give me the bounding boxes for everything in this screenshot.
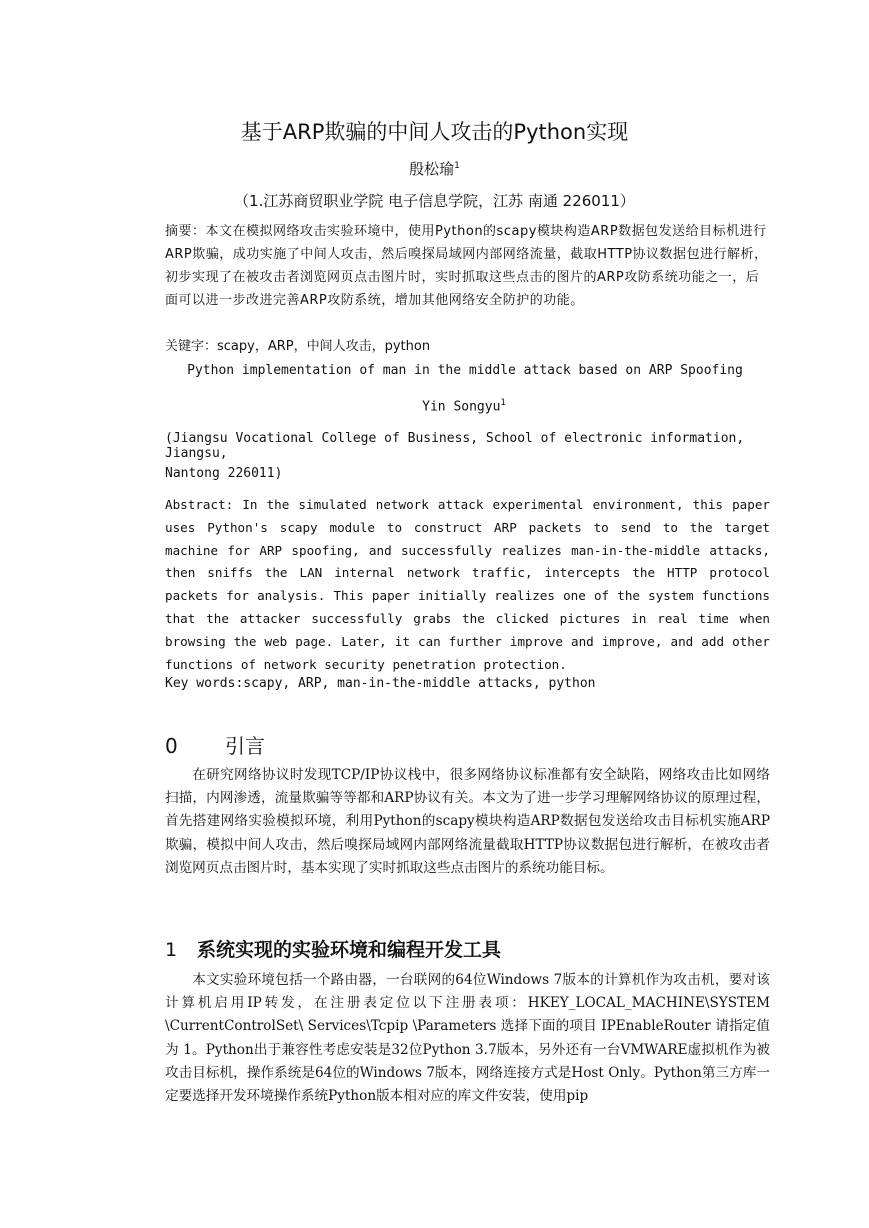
section-1-paragraph: 本文实验环境包括一个路由器，一台联网的64位Windows 7版本的计算机作为攻击机，要对该计算机启用IP转发，在注册表定位以下注册表项：HKEY_LOCAL_MACHINE\SYSTEM \CurrentControlSet\ Services\Tcpip \Parameters 选择下面的项目 IPEnableRouter 请指定值为 1。Python出于兼容性考虑安装是32位Python 3.7版本，另外还有一台VMWARE虚拟机作为被攻击目标机，操作系统是64位的Windows 7版本，网络连接方式是Host Only。Python第三方库一定要选择开发环境操作系统Python版本相对应的库文件安装，使用pip	[165, 972, 770, 1105]
affiliation-en-line1: (Jiangsu Vocational College of Business, School of electronic information, Jiangsu,	[165, 431, 745, 461]
section-0-title: 引言	[225, 734, 265, 758]
author-en	[0, 398, 869, 414]
paper-title-cn: 基于ARP欺骗的中间人攻击的Python实现	[240, 120, 629, 144]
section-1-number: 1	[165, 939, 178, 961]
author-cn-sup: 1	[454, 161, 460, 171]
abstract-cn: 摘要：本文在模拟网络攻击实验环境中，使用Python的scapy模块构造ARP数据包发送给目标机进行ARP欺骗，成功实施了中间人攻击，然后嗅探局域网内部网络流量，截取HTTP协议数据包进行解析，初步实现了在被攻击者浏览网页点击图片时，实时抓取这些点击的图片的ARP攻防系统功能之一，后面可以进一步改进完善ARP攻防系统，增加其他网络安全防护的功能。	[165, 224, 768, 308]
affiliation-en-line2: Nantong 226011)	[165, 466, 283, 481]
keywords-cn: 关键字：scapy，ARP，中间人攻击，python	[165, 339, 431, 354]
keywords-en: Key words:scapy, ARP, man-in-the-middle attacks, python	[165, 676, 596, 691]
author-en-name: Yin Songyu	[422, 399, 501, 415]
section-0-number: 0	[165, 734, 178, 758]
author-cn	[0, 158, 869, 179]
paper-title-en: Python implementation of man in the middle attack based on ARP Spoofing	[187, 363, 743, 378]
section-0-paragraph: 在研究网络协议时发现TCP/IP协议栈中，很多网络协议标准都有安全缺陷，网络攻击比如网络扫描，内网渗透，流量欺骗等等都和ARP协议有关。本文为了进一步学习理解网络协议的原理过程，首先搭建网络实验模拟环境，利用Python的scapy模块构造ARP数据包发送给攻击目标机实施ARP欺骗，模拟中间人攻击，然后嗅探局域网内部网络流量截取HTTP协议数据包进行解析，在被攻击者浏览网页点击图片时，基本实现了实时抓取这些点击图片的系统功能目标。	[165, 767, 770, 876]
abstract-en: Abstract: In the simulated network attack experimental environment, this paper uses Python's scapy module to construct ARP packets to send to the target machine for ARP spoofing, and successfully realizes man-in-the-middle attacks, then sniffs the LAN internal network traffic, intercepts the HTTP protocol packets for analysis. This paper initially realizes one of the system functions that the attacker successfully grabs the clicked pictures in real time when browsing the web page. Later, it can further improve and improve, and add other functions of network security penetration protection.	[165, 497, 770, 672]
author-cn-name: 殷松瑜	[409, 160, 455, 178]
affiliation-cn: （1.江苏商贸职业学院 电子信息学院，江苏 南通 226011）	[234, 192, 635, 210]
section-1-heading	[165, 935, 501, 962]
section-1-title: 系统实现的实验环境和编程开发工具	[197, 939, 502, 961]
section-0-heading	[165, 730, 265, 759]
author-en-sup: 1	[500, 398, 506, 408]
